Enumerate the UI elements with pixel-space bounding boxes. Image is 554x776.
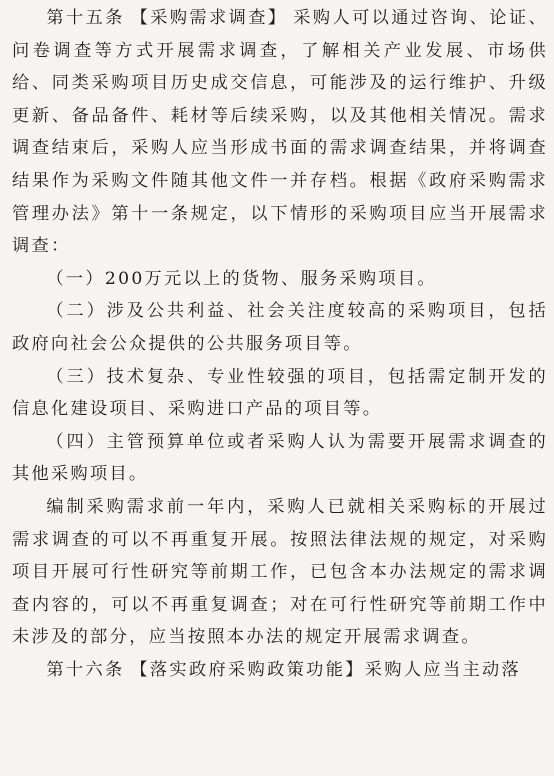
list-item-4: （四）主管预算单位或者采购人认为需要开展需求调查的其他采购项目。 xyxy=(12,431,548,485)
article-16-heading: 【落实政府采购政策功能】 xyxy=(130,659,365,680)
article-16-text: 采购人应当主动落 xyxy=(364,659,522,680)
list-item-2: （二）涉及公共利益、社会关注度较高的采购项目，包括政府向社会公众提供的公共服务项目等。 xyxy=(12,301,548,354)
article-15-number: 第十五条 xyxy=(46,8,125,28)
article-15-heading: 【采购需求调查】 xyxy=(130,8,288,28)
body-paragraph: 编制采购需求前一年内，采购人已就相关采购标的开展过需求调查的可以不再重复开展。按照法律法规的规定，对采购项目开展可行性研究等前期工作，已包含本办法规定的需求调查内容的，可以不再重复调查；对在可行性研究等前期工作中未涉及的部分，应当按照本办法的规定开展需求调查。 xyxy=(12,496,548,648)
article-16-paragraph xyxy=(12,654,548,687)
article-16-number: 第十六条 xyxy=(46,659,125,680)
article-15-text: 采购人可以通过咨询、论证、问卷调查等方式开展需求调查，了解相关产业发展、市场供给、同类采购项目历史成交信息，可能涉及的运行维护、升级更新、备品备件、耗材等后续采购，以及其他相关情况。需求调查结束后，采购人应当形成书面的需求调查结果，并将调查结果作为采购文件随其他文件一并存档。根据《政府采购需求管理办法》第十一条规定，以下情形的采购项目应当开展需求调查： xyxy=(12,8,548,257)
article-15-paragraph xyxy=(12,2,548,263)
list-item-1: （一）200万元以上的货物、服务采购项目。 xyxy=(46,268,437,289)
list-item-3: （三）技术复杂、专业性较强的项目，包括需定制开发的信息化建设项目、采购进口产品的项目等。 xyxy=(12,366,548,420)
